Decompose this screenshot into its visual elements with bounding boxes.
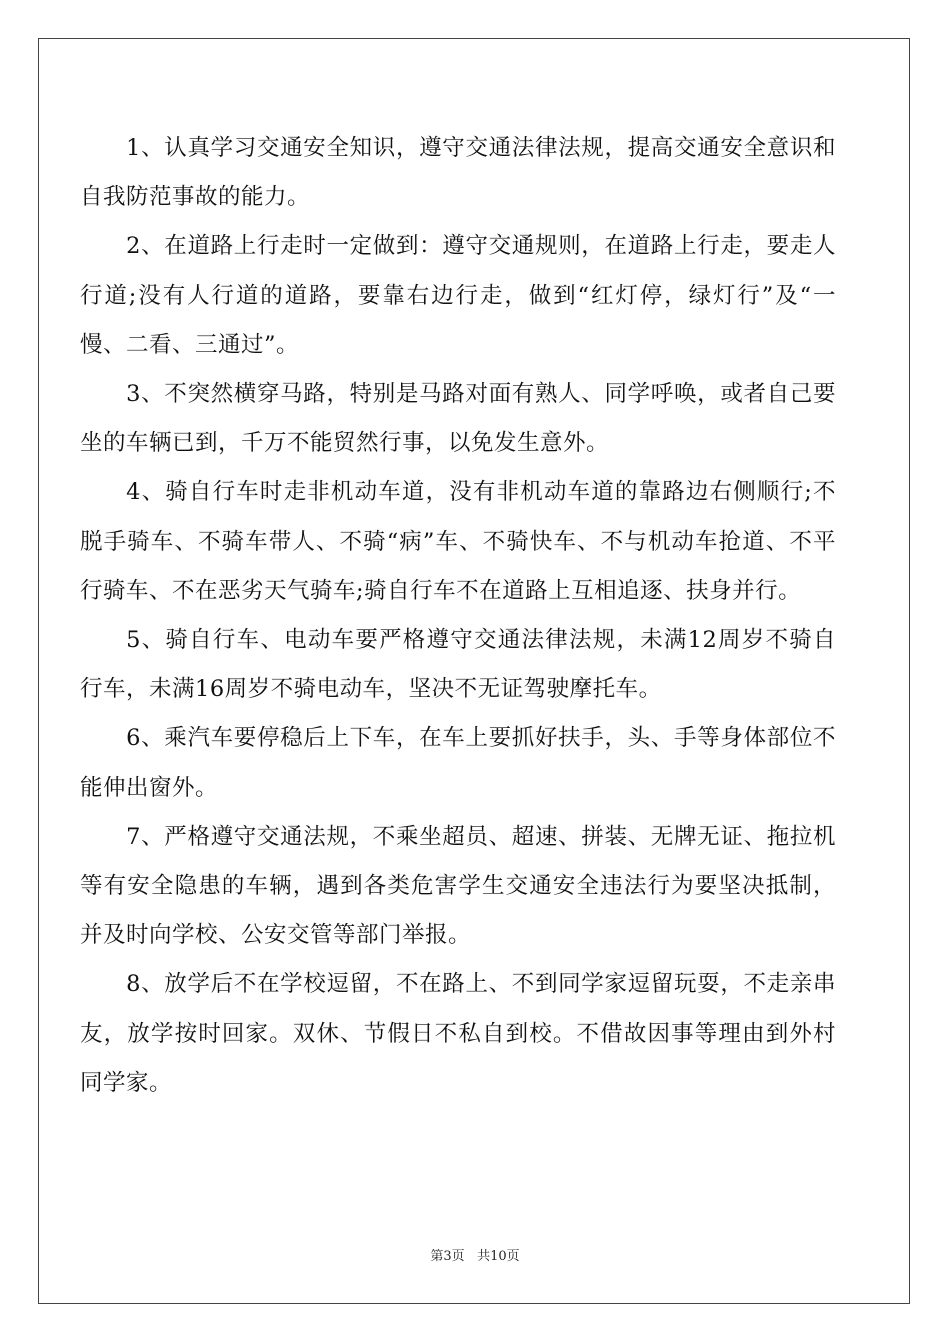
page-total: 共10页 — [477, 1249, 520, 1264]
page-number: 第3页 — [430, 1249, 465, 1264]
paragraph-1: 1、认真学习交通安全知识，遵守交通法律法规，提高交通安全意识和自我防范事故的能力。 — [80, 135, 836, 211]
paragraph-2: 2、在道路上行走时一定做到：遵守交通规则，在道路上行走，要走人行道;没有人行道的道路，要靠右边行走，做到“红灯停，绿灯行”及“一慢、二看、三通过”。 — [80, 233, 836, 358]
paragraph-8: 8、放学后不在学校逗留，不在路上、不到同学家逗留玩耍，不走亲串友，放学按时回家。双休、节假日不私自到校。不借故因事等理由到外村同学家。 — [80, 971, 836, 1096]
paragraph-6: 6、乘汽车要停稳后上下车，在车上要抓好扶手，头、手等身体部位不能伸出窗外。 — [80, 725, 836, 801]
paragraph-5: 5、骑自行车、电动车要严格遵守交通法律法规，未满12周岁不骑自行车，未满16周岁不骑电动车，坚决不无证驾驶摩托车。 — [80, 627, 836, 703]
paragraph-3: 3、不突然横穿马路，特别是马路对面有熟人、同学呼唤，或者自己要坐的车辆已到，千万不能贸然行事，以免发生意外。 — [80, 381, 836, 457]
page-footer — [0, 1248, 950, 1266]
paragraph-4: 4、骑自行车时走非机动车道，没有非机动车道的靠路边右侧顺行;不脱手骑车、不骑车带人、不骑“病”车、不骑快车、不与机动车抢道、不平行骑车、不在恶劣天气骑车;骑自行车不在道路上互相追逐、扶身并行。 — [80, 479, 836, 604]
document-body — [80, 124, 836, 1108]
paragraph-7: 7、严格遵守交通法规，不乘坐超员、超速、拼装、无牌无证、拖拉机等有安全隐患的车辆，遇到各类危害学生交通安全违法行为要坚决抵制，并及时向学校、公安交管等部门举报。 — [80, 823, 836, 949]
